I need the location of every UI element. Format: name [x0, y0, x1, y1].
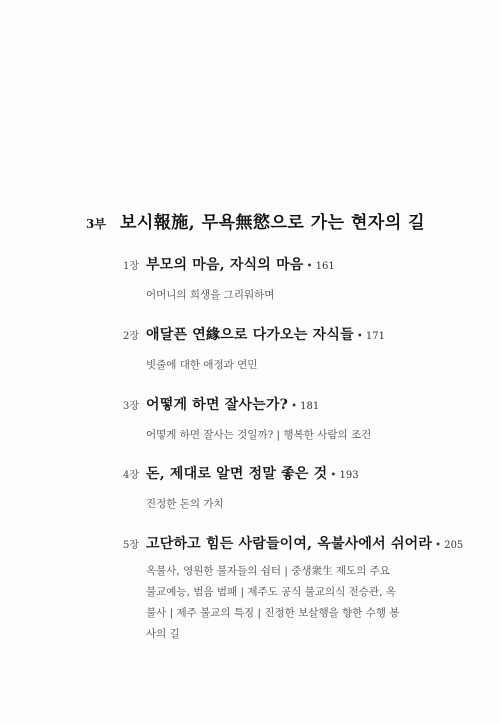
chapter-number: 5장 — [123, 540, 140, 551]
chapter-entry-2 — [123, 324, 423, 376]
chapter-title: 부모의 마음, 자식의 마음 — [146, 257, 304, 273]
chapter-title: 애달픈 연緣으로 다가오는 자식들 — [146, 327, 354, 343]
chapter-subtitle: 빗줄에 대한 애정과 연민 — [146, 359, 258, 371]
chapter-entry-5 — [123, 533, 464, 645]
chapter-title: 어떻게 하면 잘사는가? — [146, 397, 289, 413]
chapter-entry-3 — [123, 394, 423, 446]
chapter-number: 2장 — [123, 331, 140, 342]
part-header — [86, 208, 425, 233]
chapter-number: 3장 — [123, 401, 140, 412]
chapter-number: 4장 — [123, 470, 140, 481]
chapter-page: • 161 — [306, 261, 335, 272]
chapter-number: 1장 — [123, 261, 140, 272]
chapter-page: • 205 — [435, 540, 464, 551]
part-number: 3부 — [86, 217, 106, 231]
chapter-subtitle: 옥불사, 영원한 불자들의 쉼터 | 중생衆生 제도의 주요 불교예능, 범음 범패 | 제주도 공식 불교의식 전승관, 옥불사 | 제주 불교의 특징 | 진정한 보살행을 향한 수행 봉사의 길 — [146, 565, 400, 640]
chapter-subtitle: 어떻게 하면 잘사는 것일까? | 행복한 사람의 조건 — [146, 429, 372, 441]
chapter-title: 고단하고 힘든 사람들이여, 옥불사에서 쉬어라 — [146, 536, 433, 552]
chapter-entry-4 — [123, 463, 423, 515]
chapter-page: • 193 — [330, 470, 359, 481]
chapter-subtitle: 어머니의 희생을 그리워하며 — [146, 289, 275, 301]
part-title: 보시報施, 무욕無慾으로 가는 현자의 길 — [119, 213, 426, 233]
chapter-subtitle: 진정한 돈의 가치 — [146, 498, 224, 510]
chapter-page: • 181 — [291, 401, 320, 412]
chapter-entry-1 — [123, 254, 423, 306]
chapter-page: • 171 — [356, 331, 386, 342]
chapter-title: 돈, 제대로 알면 정말 좋은 것 — [146, 466, 328, 482]
